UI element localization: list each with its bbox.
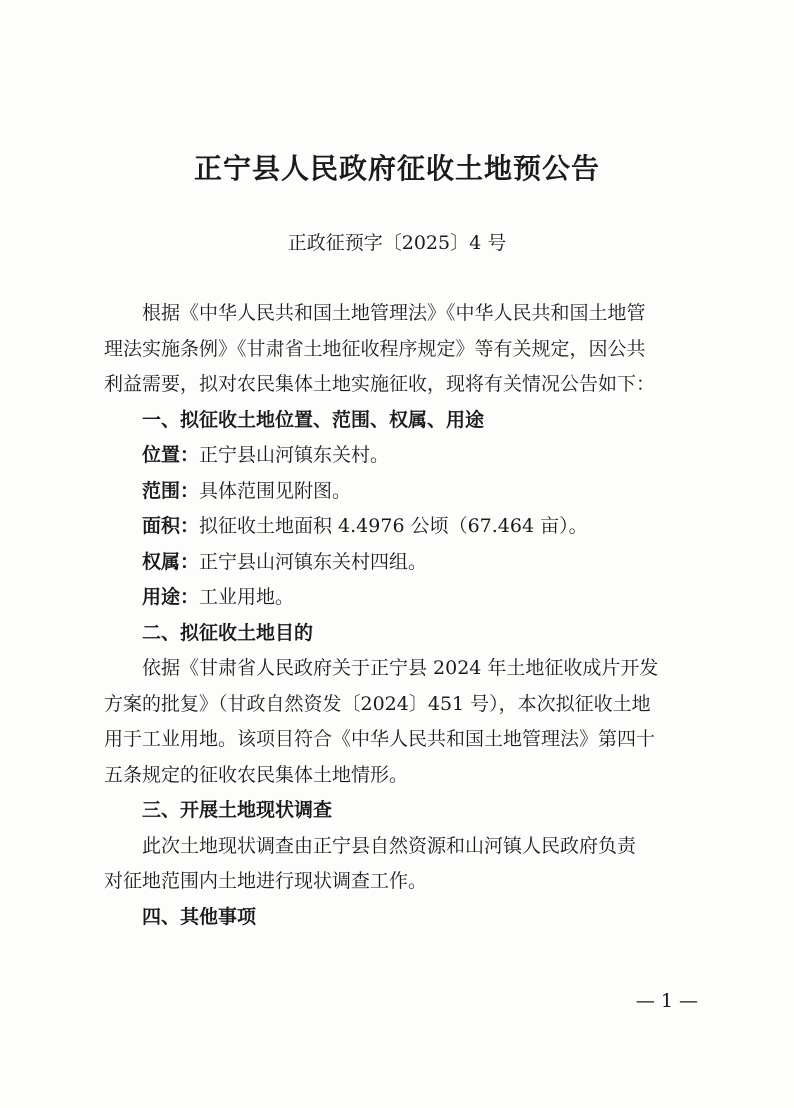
section3-line: 对征地范围内土地进行现状调查工作。 [104,870,428,892]
item-text: 工业用地。 [199,586,295,608]
item-label: 用途： [142,586,200,608]
item-scope [104,474,694,510]
item-label: 权属： [142,550,200,573]
item-label: 范围： [142,479,200,502]
item-text: 正宁县山河镇东关村四组。 [199,550,428,573]
intro-line: 理法实施条例》《甘肃省土地征收程序规定》等有关规定，因公共 [104,337,646,360]
section2-line: 方案的批复》（甘政自然资发〔2024〕451 号），本次拟征收土地 [104,692,651,715]
section2-line: 五条规定的征收农民集体土地情形。 [104,763,409,786]
item-location [104,438,694,474]
page-number: — 1 — [635,990,698,1012]
item-text: 具体范围见附图。 [199,479,352,502]
document-number: 正政征预字〔2025〕4 号 [287,232,507,254]
item-label: 面积： [142,515,200,537]
item-ownership [104,545,694,581]
document-body [104,296,694,935]
item-label: 位置： [142,444,200,466]
section-heading-3: 三、开展土地现状调查 [142,799,333,821]
section2-line: 用于工业用地。该项目符合《中华人民共和国土地管理法》第四十 [104,728,656,750]
page-title: 正宁县人民政府征收土地预公告 [193,152,600,185]
section3-line: 此次土地现状调查由正宁县自然资源和山河镇人民政府负责 [142,834,637,857]
section-heading-1: 一、拟征收土地位置、范围、权属、用途 [142,408,485,431]
intro-line: 根据《中华人民共和国土地管理法》《中华人民共和国土地管 [142,302,646,324]
item-text: 正宁县山河镇东关村。 [199,444,390,466]
section-heading-2: 二、拟征收土地目的 [142,621,314,644]
section-heading-4: 四、其他事项 [142,905,257,928]
item-text: 拟征收土地面积 4.4976 公顷（67.464 亩）。 [199,515,588,537]
section2-line: 依据《甘肃省人民政府关于正宁县 2024 年土地征收成片开发 [142,657,659,679]
item-area [104,509,694,545]
intro-line: 利益需要，拟对农民集体土地实施征收，现将有关情况公告如下： [104,373,656,395]
item-usage [104,580,694,616]
